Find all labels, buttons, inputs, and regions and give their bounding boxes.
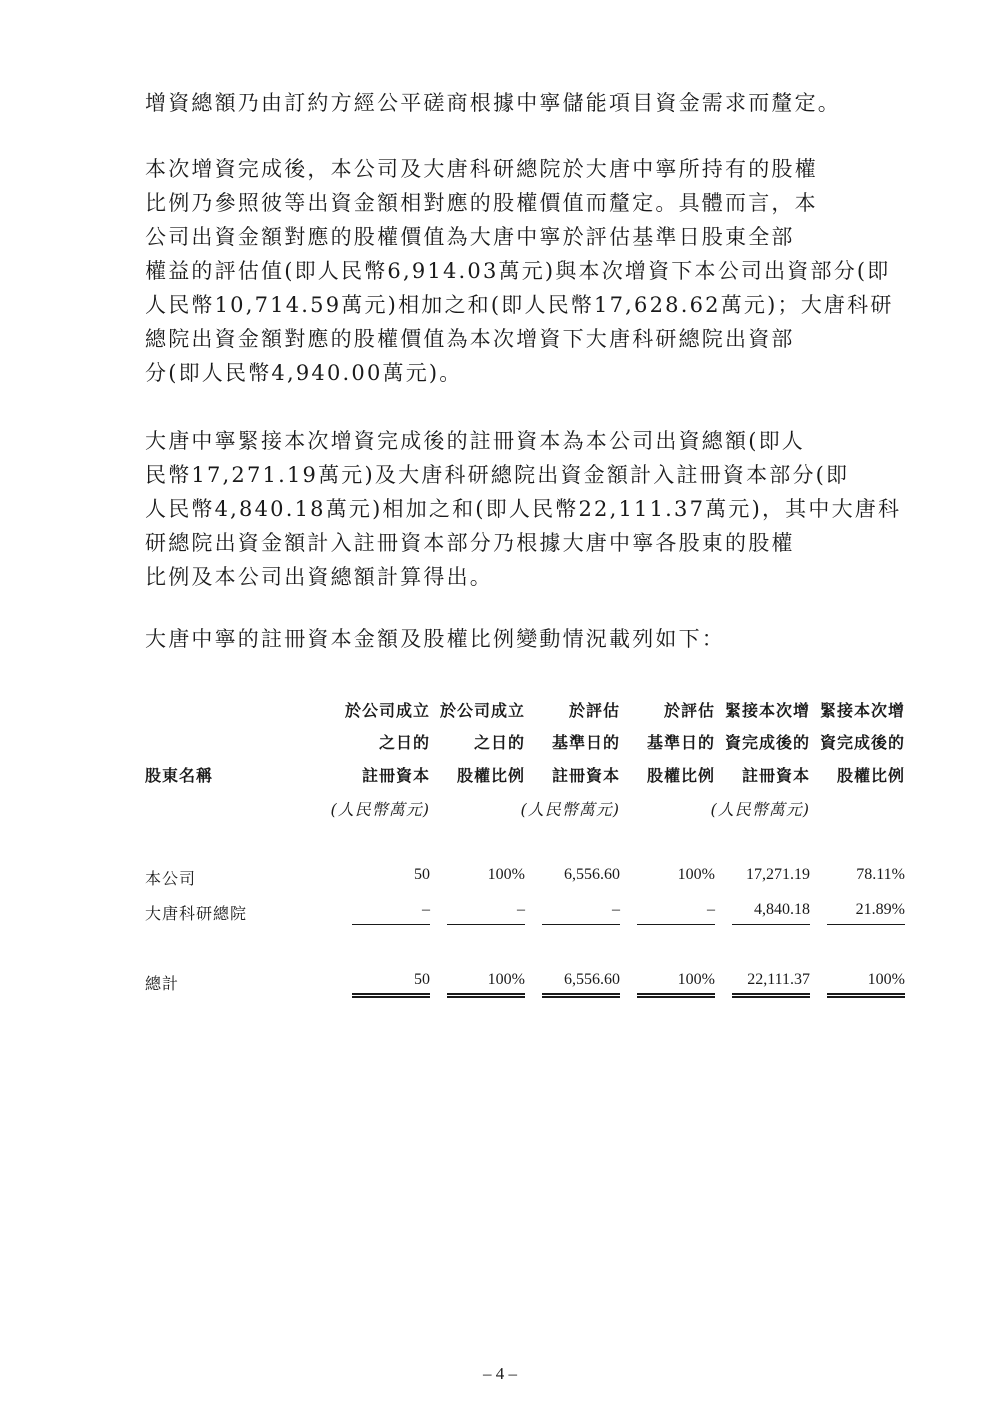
total-double-rule bbox=[542, 993, 620, 998]
subtotal-rule bbox=[827, 924, 905, 925]
column-unit: (人民幣萬元) bbox=[710, 800, 810, 819]
paragraph-line: 分(即人民幣4,940.00萬元)。 bbox=[145, 361, 463, 385]
column-header: 股權比例 bbox=[836, 766, 905, 785]
row-label: 本公司 bbox=[145, 869, 197, 888]
column-header: 基準日的 bbox=[646, 733, 715, 752]
total-cell: 50 bbox=[414, 971, 430, 988]
column-header: 基準日的 bbox=[551, 733, 620, 752]
subtotal-rule bbox=[637, 924, 715, 925]
total-double-rule bbox=[827, 993, 905, 998]
table-cell: 4,840.18 bbox=[754, 901, 810, 918]
paragraph-line: 研總院出資金額計入註冊資本部分乃根據大唐中寧各股東的股權 bbox=[145, 531, 795, 555]
column-header: 於公司成立 bbox=[439, 701, 525, 720]
table-cell: 100% bbox=[487, 866, 525, 883]
total-double-rule bbox=[637, 993, 715, 998]
subtotal-rule bbox=[542, 924, 620, 925]
subtotal-rule bbox=[447, 924, 525, 925]
total-cell: 100% bbox=[677, 971, 715, 988]
column-header: 之日的 bbox=[473, 733, 525, 752]
paragraph-line: 本次增資完成後，本公司及大唐科研總院於大唐中寧所持有的股權 bbox=[145, 157, 818, 181]
paragraph-line: 總院出資金額對應的股權價值為本次增資下大唐科研總院出資部 bbox=[145, 327, 795, 351]
paragraph-line: 民幣17,271.19萬元)及大唐科研總院出資金額計入註冊資本部分(即 bbox=[145, 463, 850, 487]
paragraph-line: 比例乃參照彼等出資金額相對應的股權價值而釐定。具體而言，本 bbox=[145, 191, 818, 215]
column-header: 註冊資本 bbox=[551, 766, 620, 785]
column-header: 於公司成立 bbox=[344, 701, 430, 720]
column-header: 緊接本次增 bbox=[819, 701, 905, 720]
paragraph-line: 大唐中寧的註冊資本金額及股權比例變動情況載列如下： bbox=[145, 627, 725, 651]
subtotal-rule bbox=[352, 924, 430, 925]
column-header: 之日的 bbox=[378, 733, 430, 752]
total-double-rule bbox=[447, 993, 525, 998]
paragraph-line: 權益的評估值(即人民幣6,914.03萬元)與本次增資下本公司出資部分(即 bbox=[145, 259, 891, 283]
shareholder-name-header: 股東名稱 bbox=[145, 766, 214, 785]
total-cell: 22,111.37 bbox=[747, 971, 810, 988]
column-unit: (人民幣萬元) bbox=[330, 800, 430, 819]
column-header: 資完成後的 bbox=[724, 733, 810, 752]
column-header: 股權比例 bbox=[456, 766, 525, 785]
table-cell: – bbox=[422, 901, 430, 918]
column-header: 於評估 bbox=[568, 701, 620, 720]
column-header: 註冊資本 bbox=[741, 766, 810, 785]
total-cell: 6,556.60 bbox=[564, 971, 620, 988]
paragraph-line: 增資總額乃由訂約方經公平磋商根據中寧儲能項目資金需求而釐定。 bbox=[145, 91, 841, 115]
table-cell: – bbox=[517, 901, 525, 918]
total-double-rule bbox=[732, 993, 810, 998]
total-double-rule bbox=[352, 993, 430, 998]
column-header: 資完成後的 bbox=[819, 733, 905, 752]
column-header: 註冊資本 bbox=[361, 766, 430, 785]
column-header: 股權比例 bbox=[646, 766, 715, 785]
table-cell: – bbox=[707, 901, 715, 918]
total-label: 總計 bbox=[145, 974, 180, 993]
paragraph-line: 比例及本公司出資總額計算得出。 bbox=[145, 565, 493, 589]
table-cell: 17,271.19 bbox=[746, 866, 810, 883]
table-cell: 50 bbox=[414, 866, 430, 883]
paragraph-line: 人民幣10,714.59萬元)相加之和(即人民幣17,628.62萬元)；大唐科研 bbox=[145, 293, 894, 317]
paragraph-line: 人民幣4,840.18萬元)相加之和(即人民幣22,111.37萬元)，其中大唐科 bbox=[145, 497, 902, 521]
table-cell: – bbox=[612, 901, 620, 918]
page-number: – 4 – bbox=[483, 1364, 517, 1383]
column-header: 緊接本次增 bbox=[724, 701, 810, 720]
paragraph-line: 大唐中寧緊接本次增資完成後的註冊資本為本公司出資總額(即人 bbox=[145, 429, 805, 453]
row-label: 大唐科研總院 bbox=[145, 904, 248, 923]
table-cell: 100% bbox=[677, 866, 715, 883]
table-cell: 6,556.60 bbox=[564, 866, 620, 883]
subtotal-rule bbox=[732, 924, 810, 925]
column-header: 於評估 bbox=[663, 701, 715, 720]
total-cell: 100% bbox=[487, 971, 525, 988]
table-cell: 21.89% bbox=[855, 901, 905, 918]
table-cell: 78.11% bbox=[856, 866, 905, 883]
total-cell: 100% bbox=[867, 971, 905, 988]
column-unit: (人民幣萬元) bbox=[520, 800, 620, 819]
paragraph-line: 公司出資金額對應的股權價值為大唐中寧於評估基準日股東全部 bbox=[145, 225, 795, 249]
